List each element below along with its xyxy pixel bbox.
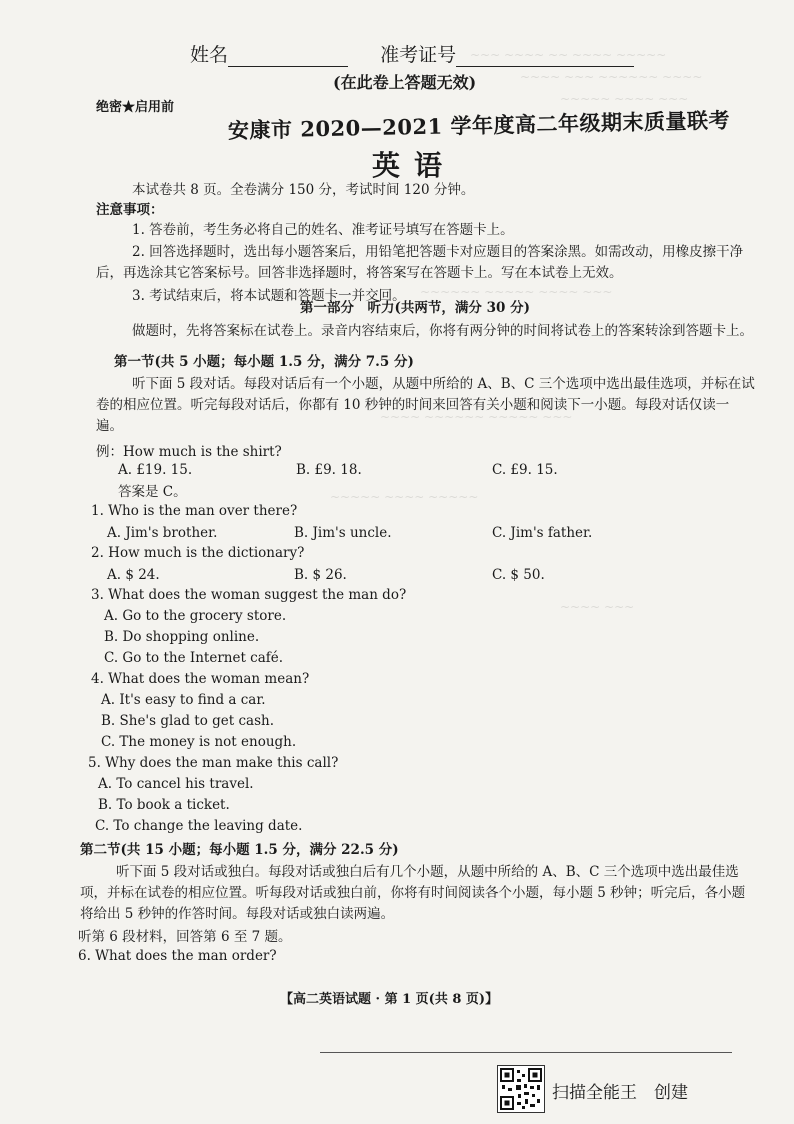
material-6-note: 听第 6 段材料，回答第 6 至 7 题。 (78, 929, 292, 945)
question-1: 1. Who is the man over there? (91, 503, 298, 519)
q3-option-c: C. Go to the Internet café. (104, 650, 284, 666)
q4-option-a: A. It's easy to find a car. (101, 692, 266, 708)
intro-text: 本试卷共 8 页。全卷满分 150 分，考试时间 120 分钟。 (132, 182, 475, 198)
question-6: 6. What does the man order? (78, 948, 277, 964)
qr-code-icon (497, 1065, 545, 1113)
subject-title: 英语 (372, 149, 457, 182)
q3-option-b: B. Do shopping online. (104, 629, 260, 645)
example-option-c: C. £9. 15. (492, 462, 558, 478)
exam-page: ~~~ ~~~~ ~~ ~~~~ ~~~~~ ~~~~ ~~~ ~~~~~~ ~~~~ ~~~~~ ~~~~ ~~~ ~~~~~~ ~~~~~ ~~~~ ~~~ ~~~~ ~~~~~~ ~~~~~ ~~~ ~~~~~ ~~~~ ~~~~~ ~~~~ ~~~ 姓名 准考证号 (在此卷上答题无效) 绝密★启用前 安康市 2020—2021 学年度高二年级期末质量联考 英语 本试卷共 8 页。全卷满分 150 分，考试时间 120 分钟。 注意事项： 1. 答卷前，考生务必将自己的姓名、准考证号填写在答题卡上。 2. 回答选择题时，选出每小题答案后，用铅笔把答题卡对应题目的答案涂黑。如需改动，用橡皮擦干净后，再选涂其它答案标号。回答非选择题时，将答案写在答题卡上。写在本试卷上无效。 3. 考试结束后，将本试题和答题卡一并交回。 第一部分 听力(共两节，满分 30 分) 做题时，先将答案标在试卷上。录音内容结束后，你将有两分钟的时间将试卷上的答案转涂到答题卡上。 第一节(共 5 小题；每小题 1.5 分，满分 7.5 分) 听下面 5 段对话。每段对话后有一个小题，从题中所给的 A、B、C 三个选项中选出最佳选项，并标在试卷的相应位置。听完每段对话后，你都有 10 秒钟的时间来回答有关小题和阅读下一小题。每段对话仅读一遍。 例：How much is the shirt? A. £19. 15. B. £9. 18. C. £9. 15. 答案是 C。 1. Who is the man over there? A. Jim's brother. B. Jim's uncle. C. Jim's father. 2. How much is the dictionary? A. $ 24. B. $ 26. C. $ 50. 3. What does the woman suggest the man do? A. Go to the grocery store. B. Do shopping online. C. Go to the Internet café. 4. What does the woman mean? A. It's easy to find a car. B. She's glad to get cash. C. The money is not enough. 5. Why does the man make this call? A. To cancel his travel. B. To book a ticket. C. To change the leaving date. 第二节(共 15 小题；每小题 1.5 分，满分 22.5 分) 听下面 5 段对话或独白。每段对话或独白后有几个小题，从题中所给的 A、B、C 三个选项中选出最佳选项，并标在试卷的相应位置。听每段对话或独白前，你将有时间阅读各个小题，每小题 5 秒钟；听完后，各小题将给出 5 秒钟的作答时间。每段对话或独白读两遍。 听第 6 段材料，回答第 6 至 7 题。 6. What does the man order? 【高二英语试题 · 第 1 页(共 8 页)】 扫描全能王 创建 (0, 0, 794, 1124)
example-question: 例：How much is the shirt? (96, 444, 282, 460)
notice-item-3: 3. 考试结束后，将本试题和答题卡一并交回。 (132, 288, 406, 304)
section2-instruction: 听下面 5 段对话或独白。每段对话或独白后有几个小题，从题中所给的 A、B、C 三个选项中选出最佳选项，并标在试卷的相应位置。听每段对话或独白前，你将有时间阅读各个小题，每小题 5 秒钟；听完后，各小题将给出 5 秒钟的作答时间。每段对话或独白读两遍。 (80, 864, 746, 922)
q4-option-c: C. The money is not enough. (101, 734, 297, 750)
notice-item-2: 2. 回答选择题时，选出每小题答案后，用铅笔把答题卡对应题目的答案涂黑。如需改动，用橡皮擦干净后，再选涂其它答案标号。回答非选择题时，将答案写在答题卡上。写在本试卷上无效。 (96, 244, 744, 281)
example-answer: 答案是 C。 (118, 484, 187, 500)
name-blank (228, 48, 348, 67)
bottom-rule (320, 1052, 732, 1053)
question-2: 2. How much is the dictionary? (91, 545, 305, 561)
q1-option-c: C. Jim's father. (492, 525, 593, 541)
section2-heading: 第二节(共 15 小题；每小题 1.5 分，满分 22.5 分) (80, 842, 399, 858)
scanner-watermark: 扫描全能王 创建 (552, 1083, 688, 1103)
q5-option-a: A. To cancel his travel. (98, 776, 254, 792)
notice-item-1: 1. 答卷前，考生务必将自己的姓名、准考证号填写在答题卡上。 (132, 222, 514, 238)
q2-option-c: C. $ 50. (492, 567, 545, 583)
example-option-b: B. £9. 18. (296, 462, 362, 478)
q1-option-a: A. Jim's brother. (107, 525, 218, 541)
name-label: 姓名 (190, 44, 229, 66)
example-option-a: A. £19. 15. (118, 462, 193, 478)
page-footer: 【高二英语试题 · 第 1 页(共 8 页)】 (280, 992, 499, 1007)
name-and-id-row (190, 40, 634, 67)
notice-heading: 注意事项： (96, 202, 164, 218)
id-blank (456, 48, 634, 67)
question-4: 4. What does the woman mean? (91, 671, 310, 687)
q5-option-c: C. To change the leaving date. (95, 818, 303, 834)
q1-option-b: B. Jim's uncle. (294, 525, 392, 541)
question-5: 5. Why does the man make this call? (88, 755, 339, 771)
section1-heading: 第一节(共 5 小题；每小题 1.5 分，满分 7.5 分) (114, 354, 414, 370)
section1-instruction: 听下面 5 段对话。每段对话后有一个小题，从题中所给的 A、B、C 三个选项中选出最佳选项，并标在试卷的相应位置。听完每段对话后，你都有 10 秒钟的时间来回答有关小题和阅读下一小题。每段对话仅读一遍。 (96, 376, 755, 434)
q4-option-b: B. She's glad to get cash. (101, 713, 275, 729)
q2-option-a: A. $ 24. (107, 567, 160, 583)
q2-option-b: B. $ 26. (294, 567, 347, 583)
q3-option-a: A. Go to the grocery store. (104, 608, 287, 624)
q5-option-b: B. To book a ticket. (98, 797, 230, 813)
invalid-note: (在此卷上答题无效) (333, 73, 477, 92)
exam-title: 安康市 2020—2021 学年度高二年级期末质量联考 (227, 107, 731, 143)
part1-instruction: 做题时，先将答案标在试卷上。录音内容结束后，你将有两分钟的时间将试卷上的答案转涂到答题卡上。 (132, 323, 753, 339)
question-3: 3. What does the woman suggest the man do? (91, 587, 407, 603)
id-label: 准考证号 (380, 44, 457, 66)
part1-heading: 第一部分 听力(共两节，满分 30 分) (300, 300, 530, 316)
secret-mark: 绝密★启用前 (96, 100, 175, 115)
